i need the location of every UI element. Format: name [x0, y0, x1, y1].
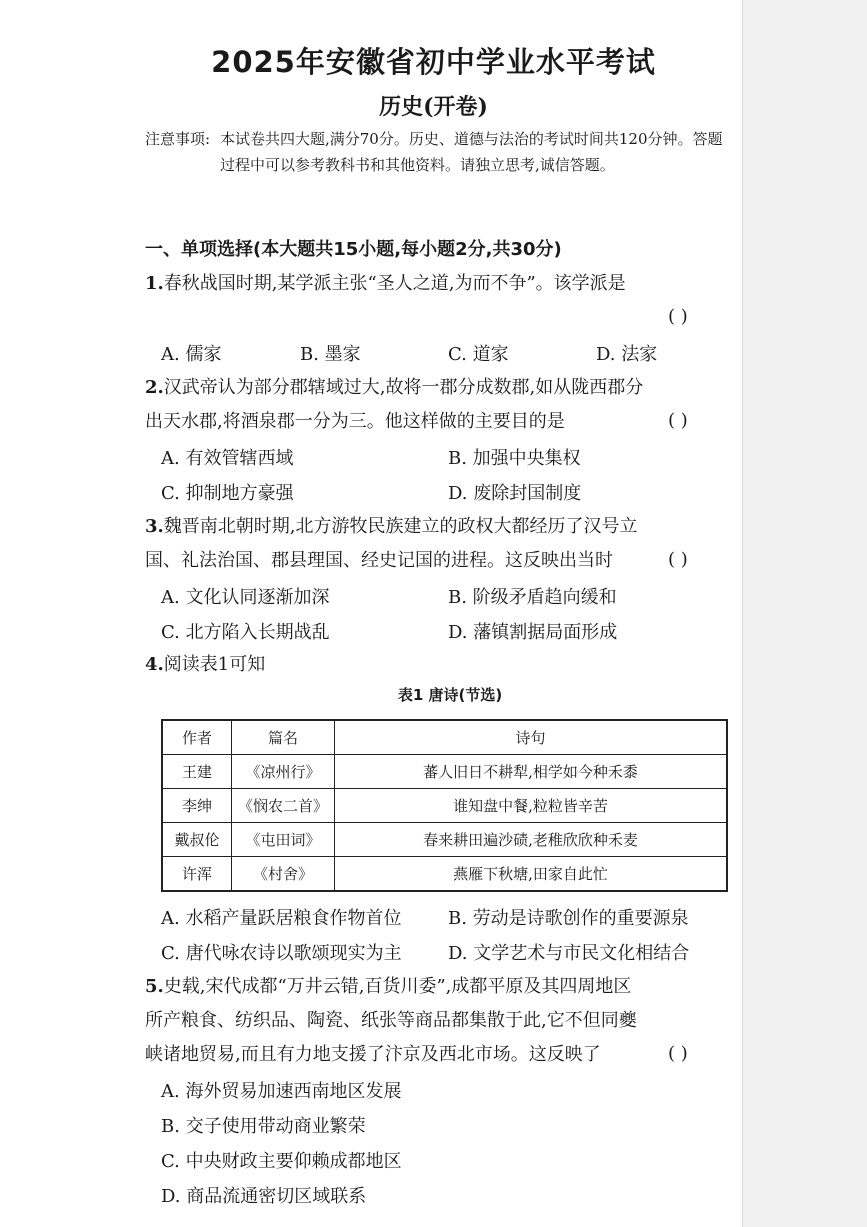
table-cell: 燕雁下秋塘,田家自此忙 — [335, 857, 728, 892]
option-a: A. 有效管辖西域 — [161, 448, 294, 469]
table-header-row — [162, 720, 727, 755]
question-stem: 阅读表1可知 — [163, 654, 266, 675]
question-3 — [145, 510, 645, 578]
table-cell: 《村舍》 — [232, 857, 335, 892]
table-row — [162, 789, 727, 823]
table-cell: 《悯农二首》 — [232, 789, 335, 823]
option-c: C. 道家 — [448, 344, 509, 365]
option-b: B. 交子使用带动商业繁荣 — [161, 1116, 366, 1137]
section-heading: 一、单项选择(本大题共15小题,每小题2分,共30分) — [145, 239, 562, 260]
question-number: 5. — [145, 976, 164, 997]
option-b: B. 墨家 — [300, 344, 361, 365]
table-cell: 李绅 — [162, 789, 232, 823]
option-d: D. 商品流通密切区域联系 — [161, 1186, 367, 1207]
table-cell: 《屯田词》 — [232, 823, 335, 857]
table-cell: 戴叔伦 — [162, 823, 232, 857]
exam-subtitle: 历史(开卷) — [379, 94, 488, 120]
option-a: A. 儒家 — [161, 344, 222, 365]
table-cell: 《凉州行》 — [232, 755, 335, 789]
answer-paren: ( ) — [668, 410, 688, 431]
answer-paren: ( ) — [668, 549, 688, 570]
table-cell: 许浑 — [162, 857, 232, 892]
table-row — [162, 755, 727, 789]
table-header: 作者 — [162, 720, 232, 755]
question-stem: 汉武帝认为部分郡辖域过大,故将一郡分成数郡,如从陇西郡分出天水郡,将酒泉郡一分为三。他这样做的主要目的是 — [145, 377, 644, 432]
option-d: D. 法家 — [596, 344, 658, 365]
table-row — [162, 857, 727, 892]
option-a: A. 海外贸易加速西南地区发展 — [161, 1081, 402, 1102]
question-number: 2. — [145, 377, 164, 398]
question-1 — [145, 267, 730, 301]
table-row — [162, 823, 727, 857]
question-5 — [145, 970, 645, 1072]
question-2 — [145, 371, 645, 439]
option-a: A. 文化认同逐渐加深 — [161, 587, 330, 608]
option-c: C. 中央财政主要仰赖成都地区 — [161, 1151, 402, 1172]
question-number: 3. — [145, 516, 164, 537]
table-cell: 蕃人旧日不耕犁,相学如今种禾黍 — [335, 755, 728, 789]
option-a: A. 水稻产量跃居粮食作物首位 — [161, 908, 402, 929]
option-c: C. 唐代咏农诗以歌颂现实为主 — [161, 943, 402, 964]
table-caption: 表1 唐诗(节选) — [397, 686, 503, 704]
option-c: C. 北方陷入长期战乱 — [161, 622, 330, 643]
question-number: 1. — [145, 273, 164, 294]
notice-text: 本试卷共四大题,满分70分。历史、道德与法治的考试时间共120分钟。答题过程中可以参考教科书和其他资料。请独立思考,诚信答题。 — [220, 130, 723, 174]
question-stem: 史载,宋代成都“万井云错,百货川委”,成都平原及其四周地区所产粮食、纺织品、陶瓷、纸张等商品都集散于此,它不但同夔峡诸地贸易,而且有力地支援了汴京及西北市场。这反映了 — [145, 976, 637, 1065]
table-header: 诗句 — [335, 720, 728, 755]
table-cell: 谁知盘中餐,粒粒皆辛苦 — [335, 789, 728, 823]
option-d: D. 文学艺术与市民文化相结合 — [448, 943, 690, 964]
question-4 — [145, 648, 730, 682]
option-b: B. 劳动是诗歌创作的重要源泉 — [448, 908, 689, 929]
option-c: C. 抑制地方豪强 — [161, 483, 294, 504]
option-b: B. 加强中央集权 — [448, 448, 581, 469]
table-header: 篇名 — [232, 720, 335, 755]
answer-paren: ( ) — [668, 306, 688, 327]
question-number: 4. — [145, 654, 164, 675]
exam-title: 2025年安徽省初中学业水平考试 — [211, 45, 656, 79]
poem-table — [161, 719, 728, 892]
option-d: D. 藩镇割据局面形成 — [448, 622, 618, 643]
answer-paren: ( ) — [668, 1043, 688, 1064]
question-stem: 春秋战国时期,某学派主张“圣人之道,为而不争”。该学派是 — [163, 273, 626, 294]
question-stem: 魏晋南北朝时期,北方游牧民族建立的政权大都经历了汉号立国、礼法治国、郡县理国、经史记国的进程。这反映出当时 — [145, 516, 638, 571]
notice-label: 注意事项: — [145, 130, 211, 148]
table-cell: 春来耕田遍沙碛,老稚欣欣种禾麦 — [335, 823, 728, 857]
option-d: D. 废除封国制度 — [448, 483, 582, 504]
table-cell: 王建 — [162, 755, 232, 789]
option-b: B. 阶级矛盾趋向缓和 — [448, 587, 617, 608]
